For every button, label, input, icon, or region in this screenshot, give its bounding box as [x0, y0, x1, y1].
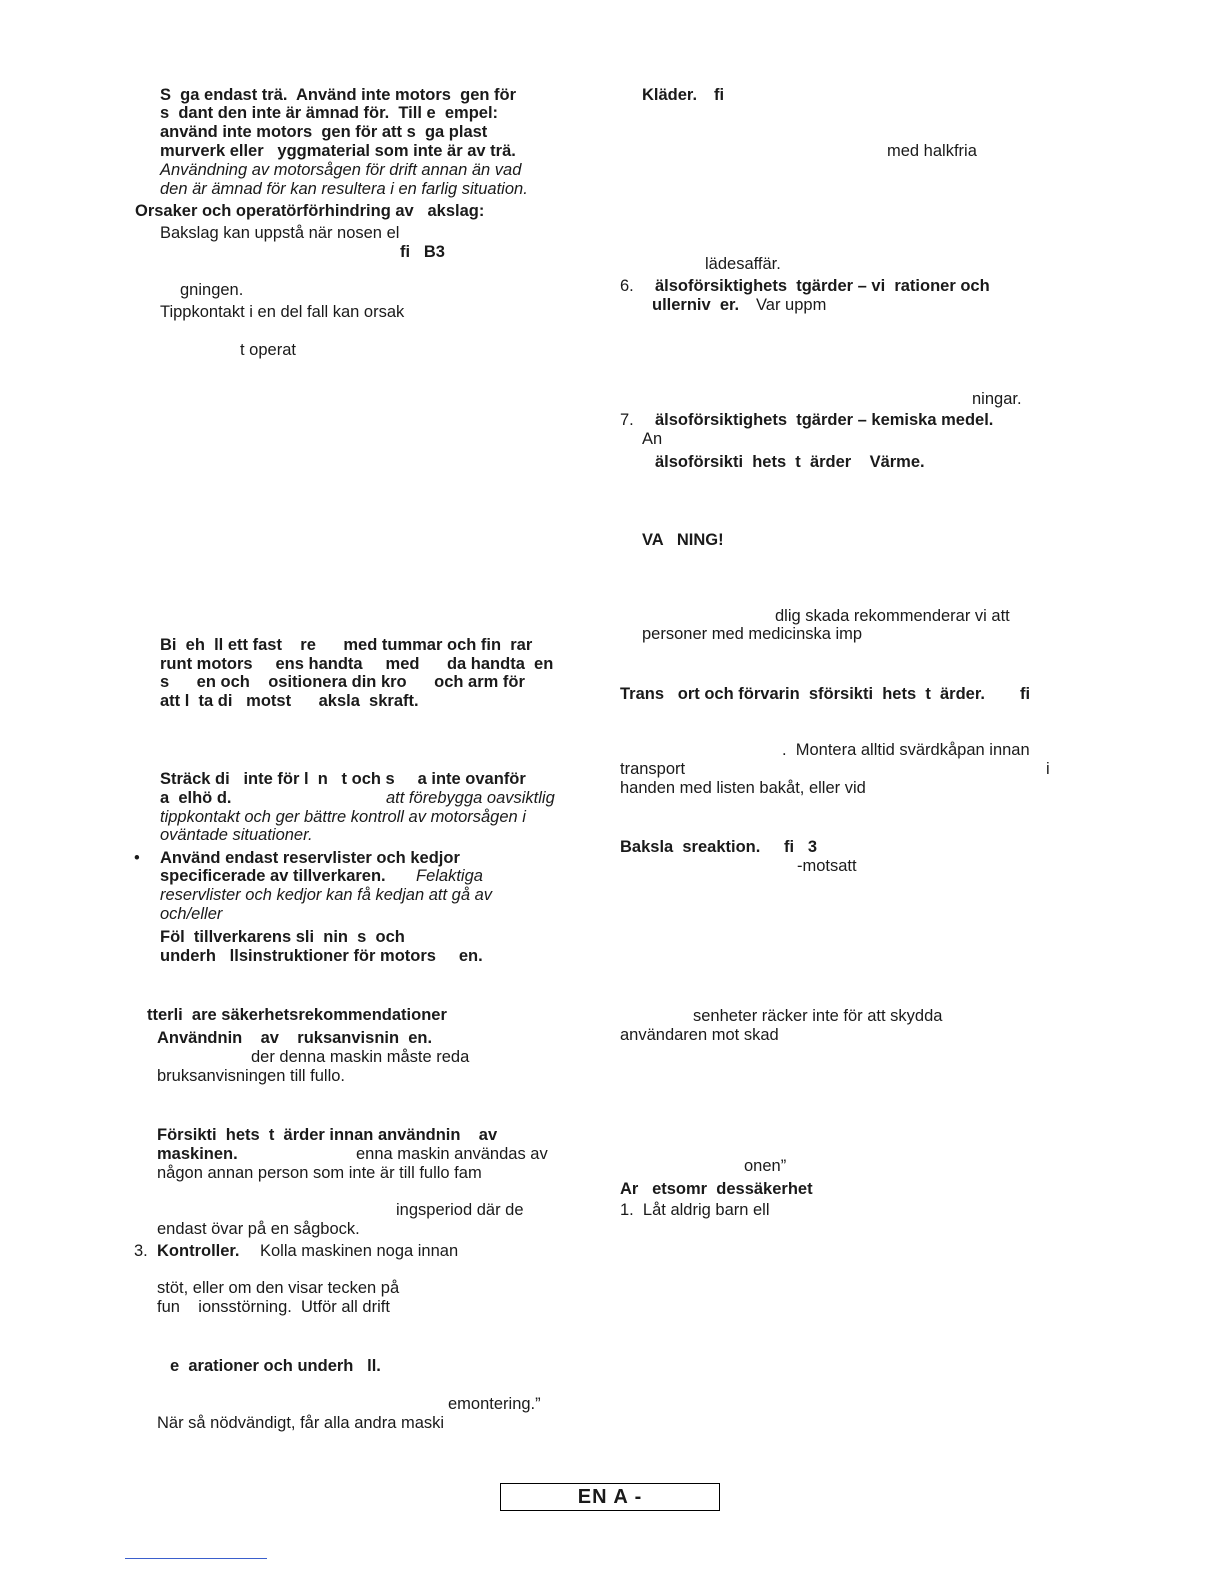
controls-heading: Kontroller.: [157, 1242, 240, 1260]
controls-line: Kolla maskinen noga innan: [260, 1242, 459, 1260]
kickback-fig-ref: fi B3: [400, 243, 445, 261]
controls-number: 3.: [134, 1242, 148, 1260]
controls-line: stöt, eller om den visar tecken på: [157, 1279, 400, 1297]
parts-line: Använd endast reservlister och kedjor: [160, 849, 460, 867]
precautions-heading: Försikti hets t ärder innan användnin av: [157, 1126, 498, 1144]
parts-italic: och/eller: [160, 905, 223, 923]
grip-line: runt motors ens handta med da handta en: [160, 655, 554, 673]
saw-wood-only-line: använd inte motors gen för att s ga plast: [160, 123, 488, 141]
reach-italic: oväntade situationer.: [160, 826, 313, 844]
saw-wood-only-line: s dant den inte är ämnad för. Till e empel:: [160, 104, 499, 122]
saw-wood-only-line: S ga endast trä. Använd inte motors gen för: [160, 86, 517, 104]
precautions-line: endast övar på en sågbock.: [157, 1220, 360, 1238]
precautions-line: någon annan person som inte är till fullo fam: [157, 1164, 482, 1182]
follow-line: underh llsinstruktioner för motors en.: [160, 947, 483, 965]
clothes-line: med halkfria: [887, 142, 977, 160]
workarea-item: 1. Låt aldrig barn ell: [620, 1201, 770, 1219]
footer-divider: [125, 1558, 267, 1559]
clothes-line: lädesaffär.: [705, 255, 781, 273]
grip-line: s en och ositionera din kro och arm för: [160, 673, 525, 691]
grip-line: att l ta di motst aksla skraft.: [160, 692, 419, 710]
medical-line: dlig skada rekommenderar vi att: [775, 607, 1010, 625]
parts-italic: reservlister och kedjor kan få kedjan att gå av: [160, 886, 493, 904]
heat-heading: älsoförsikti hets t ärder Värme.: [655, 453, 925, 471]
item6-number: 6.: [620, 277, 634, 295]
kickback-line: Bakslag kan uppstå när nosen el: [160, 224, 400, 242]
additional-heading: tterli are säkerhetsrekommendationer: [147, 1006, 447, 1024]
kickback-line: t operat: [240, 341, 296, 359]
parts-italic: Felaktiga: [416, 867, 483, 885]
manual-line: der denna maskin måste reda: [251, 1048, 470, 1066]
parts-line: specificerade av tillverkaren.: [160, 867, 386, 885]
item7-number: 7.: [620, 411, 634, 429]
precautions-line: enna maskin användas av: [356, 1145, 548, 1163]
transport-fig-ref: fi: [1020, 685, 1031, 703]
item6-end: ningar.: [972, 390, 1022, 408]
transport-line: transport: [620, 760, 686, 778]
reach-italic: att förebygga oavsiktlig: [386, 789, 555, 807]
clothes-heading: Kläder.: [642, 86, 698, 104]
item7-heading: älsoförsiktighets tgärder – kemiska medel.: [655, 411, 994, 429]
manual-line: bruksanvisningen till fullo.: [157, 1067, 346, 1085]
item7-text: An: [642, 430, 663, 448]
devices-line: senheter räcker inte för att skydda: [693, 1007, 943, 1025]
saw-wood-only-line: murverk eller yggmaterial som inte är av trä.: [160, 142, 516, 160]
repairs-line: När så nödvändigt, får alla andra maski: [157, 1414, 445, 1432]
kickback-reaction-fig-ref: fi 3: [784, 838, 818, 856]
kickback-heading: Orsaker och operatörförhindring av akslag:: [135, 202, 485, 220]
kickback-reaction-line: -motsatt: [797, 857, 857, 875]
item6-heading: ullerniv er.: [652, 296, 740, 314]
transport-heading: Trans ort och förvarin sförsikti hets t ärder.: [620, 685, 985, 703]
item6-heading: älsoförsiktighets tgärder – vi rationer och: [655, 277, 990, 295]
clothes-fig-ref: fi: [714, 86, 725, 104]
repairs-heading: e arationer och underh ll.: [170, 1357, 381, 1375]
kickback-line: gningen.: [180, 281, 244, 299]
grip-line: Bi eh ll ett fast re med tummar och fin rar: [160, 636, 533, 654]
saw-wood-only-italic: den är ämnad för kan resultera i en farlig situation.: [160, 180, 528, 198]
bullet: •: [134, 849, 140, 867]
transport-line: i: [1046, 760, 1050, 778]
page-footer-box: [500, 1483, 720, 1511]
warning-label: VA NING!: [642, 531, 724, 549]
kickback-reaction-heading: Baksla sreaktion.: [620, 838, 761, 856]
reach-italic: tippkontakt och ger bättre kontroll av motorsågen i: [160, 808, 526, 826]
precautions-line: ingsperiod där de: [396, 1201, 524, 1219]
medical-line: personer med medicinska imp: [642, 625, 863, 643]
repairs-line: emontering.”: [448, 1395, 541, 1413]
transport-line: . Montera alltid svärdkåpan innan: [782, 741, 1030, 759]
controls-line: fun ionsstörning. Utför all drift: [157, 1298, 390, 1316]
reach-line: Sträck di inte för l n t och s a inte ovanför: [160, 770, 526, 788]
precautions-heading: maskinen.: [157, 1145, 238, 1163]
manual-heading: Användnin av ruksanvisnin en.: [157, 1029, 433, 1047]
reach-line: a elhö d.: [160, 789, 232, 807]
follow-line: Föl tillverkarens sli nin s och: [160, 928, 405, 946]
workarea-heading: Ar etsomr dessäkerhet: [620, 1180, 813, 1198]
page-footer-label: EN A -: [577, 1486, 643, 1508]
onen-text: onen”: [744, 1157, 787, 1175]
item6-text: Var uppm: [756, 296, 827, 314]
kickback-line: Tippkontakt i en del fall kan orsak: [160, 303, 405, 321]
devices-line: användaren mot skad: [620, 1026, 779, 1044]
transport-line: handen med listen bakåt, eller vid: [620, 779, 866, 797]
saw-wood-only-italic: Användning av motorsågen för drift annan än vad: [160, 161, 522, 179]
